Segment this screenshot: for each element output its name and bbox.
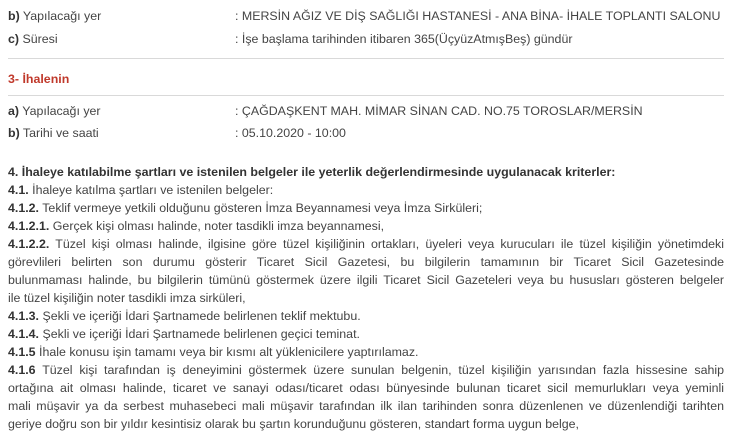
item-text: Şekli ve içeriği İdari Şartnamede belirlenen teklif mektubu. <box>42 309 361 323</box>
item-text-line: görevlileri belirten son durumu gösterir Ticaret Sicil Gazetesi, bu bilgilerin tamamının bir Ticaret Sicil Gazetesinde <box>8 255 724 269</box>
row-tarihi-saati <box>8 126 724 144</box>
item-number: 4.1.6 <box>8 363 36 377</box>
item-text: İhaleye katılma şartları ve istenilen belgeler: <box>32 183 274 197</box>
item-text-line: ortağına ait olması halinde, ticaret ve sanayi odası/ticaret odası bünyesinde bulunan ticaret sicil memurlukları veya yeminli <box>8 381 724 395</box>
item-text: Tüzel kişi tarafından iş deneyimini göstermek üzere sunulan belgenin, tüzel kişiliğin yarısından fazla hissesine sahip <box>42 363 724 377</box>
item-text: Şekli ve içeriği İdari Şartnamede belirlenen geçici teminat. <box>42 327 360 341</box>
row-label <box>8 126 99 140</box>
item-text-line: bulunmaması halinde, bu bilgilerin tümünü göstermek üzere ilgili Ticaret Sicil Gazeteleri veya bu hususları gösteren belgeler <box>8 273 724 287</box>
row-letter: c) <box>8 32 20 46</box>
row-value: : MERSİN AĞIZ VE DİŞ SAĞLIĞI HASTANESİ - ANA BİNA- İHALE TOPLANTI SALONU <box>235 9 721 23</box>
item-4-1-3 <box>8 307 724 325</box>
row-label <box>8 32 58 46</box>
item-number: 4.1.2.2. <box>8 237 50 251</box>
row-label-text: Tarihi ve saati <box>22 126 99 140</box>
row-yapilacagi-yer <box>8 9 724 27</box>
row-label <box>8 9 101 23</box>
divider <box>8 58 724 59</box>
row-ihale-yeri <box>8 104 724 122</box>
section-heading: 3- İhalenin <box>8 72 70 86</box>
row-label-text: Süresi <box>22 32 58 46</box>
divider <box>8 95 724 96</box>
item-4-1 <box>8 181 724 199</box>
item-number: 4.1.3. <box>8 309 40 323</box>
row-label-text: Yapılacağı yer <box>22 104 101 118</box>
item-text: İhale konusu işin tamamı veya bir kısmı alt yüklenicilere yaptırılamaz. <box>39 345 419 359</box>
item-4-1-4 <box>8 325 724 343</box>
item-text-line: mali müşavir ya da serbest muhasebeci mali müşavir tarafından ilk ilan tarihinden sonra düzenlenen ve düzenlendiği tarihten <box>8 399 724 413</box>
item-number: 4.1. <box>8 183 29 197</box>
item-text-line: ile tüzel kişiliğin noter tasdikli imza sirküleri, <box>8 291 246 305</box>
item-number: 4.1.4. <box>8 327 40 341</box>
section-4 <box>8 163 724 433</box>
item-number: 4.1.2.1. <box>8 219 50 233</box>
item-number: 4.1.2. <box>8 201 40 215</box>
item-4-1-6 <box>8 361 724 379</box>
row-value: : İşe başlama tarihinden itibaren 365(ÜçyüzAtmışBeş) gündür <box>235 32 573 46</box>
item-text: Tüzel kişi olması halinde, ilgisine göre tüzel kişiliğinin ortakları, üyeleri veya kurucuları ile tüzel kişiliğin yönetimdeki <box>55 237 724 251</box>
row-letter: b) <box>8 9 20 23</box>
row-label <box>8 104 101 118</box>
item-number: 4.1.5 <box>8 345 36 359</box>
item-4-1-5 <box>8 343 724 361</box>
item-4-1-2 <box>8 199 724 217</box>
item-text: Teklif vermeye yetkili olduğunu gösteren İmza Beyannamesi veya İmza Sirküleri; <box>42 201 483 215</box>
item-4-1-2-1 <box>8 217 724 235</box>
row-suresi <box>8 32 724 50</box>
row-value: : ÇAĞDAŞKENT MAH. MİMAR SİNAN CAD. NO.75 TOROSLAR/MERSİN <box>235 104 643 118</box>
section-title: 4. İhaleye katılabilme şartları ve istenilen belgeler ile yeterlik değerlendirmesinde uygulanacak kriterler: <box>8 165 616 179</box>
item-text: Gerçek kişi olması halinde, noter tasdikli imza beyannamesi, <box>52 219 385 233</box>
item-4-1-2-2 <box>8 235 724 253</box>
row-letter: b) <box>8 126 20 140</box>
item-text-line: geriye doğru son bir yıldır kesintisiz olarak bu şartın korunduğunu gösteren, standart forma uygun belge, <box>8 417 579 431</box>
row-label-text: Yapılacağı yer <box>22 9 102 23</box>
row-letter: a) <box>8 104 20 118</box>
row-value: : 05.10.2020 - 10:00 <box>235 126 346 140</box>
